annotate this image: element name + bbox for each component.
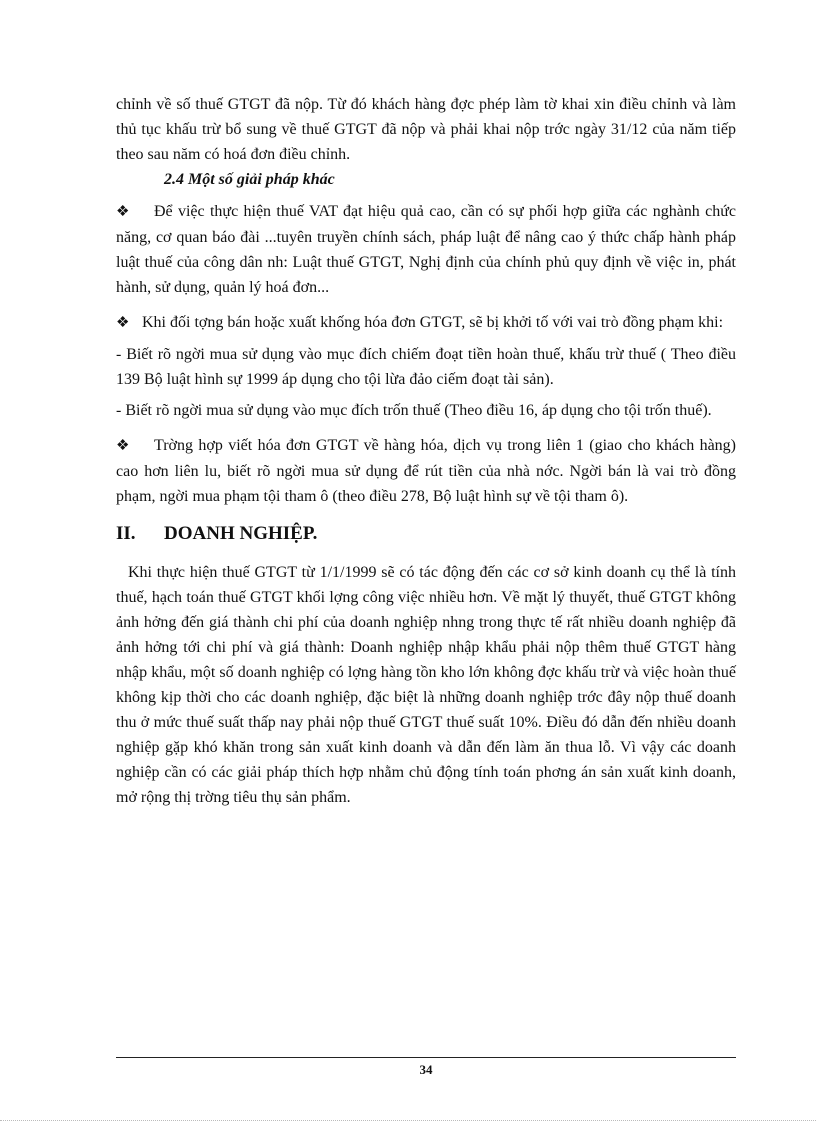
- document-body: [116, 92, 736, 810]
- intro-paragraph: chỉnh về số thuế GTGT đã nộp. Từ đó khách hàng đợc phép làm tờ khai xin điều chỉnh và làm thủ tục khấu trừ bổ sung về thuế GTGT đã nộp và phải khai nộp trớc ngày 31/12 của năm tiếp theo sau năm có hoá đơn điều chỉnh.: [116, 96, 736, 163]
- page-bottom-border: [0, 1120, 816, 1121]
- bullet-text-3: Trờng hợp viết hóa đơn GTGT về hàng hóa, dịch vụ trong liên 1 (giao cho khách hàng) cao hơn liên lu, biết rõ ngời mua sử dụng để rút tiền của nhà nớc. Ngời bán là vai trò đồng phạm, ngời mua phạm tội tham ô (theo điều 278, Bộ luật hình sự về tội tham ô).: [116, 437, 736, 505]
- diamond-bullet-icon: ❖: [116, 204, 130, 220]
- page-number: 34: [419, 1062, 433, 1077]
- bullet-text-2: Khi đối tợng bán hoặc xuất khống hóa đơn GTGT, sẽ bị khởi tố với vai trò đồng phạm khi:: [142, 314, 724, 331]
- business-paragraph: Khi thực hiện thuế GTGT từ 1/1/1999 sẽ có tác động đến các cơ sở kinh doanh cụ thể là tính thuế, hạch toán thuế GTGT khối lợng công việc nhiều hơn. Về mặt lý thuyết, thuế GTGT không ảnh hởng đến giá thành chi phí của doanh nghiệp nhng trong thực tế rất nhiều doanh nghiệp đã ảnh hởng tới chi phí và giá thành: Doanh nghiệp nhập khẩu phải nộp thêm thuế GTGT hàng nhập khẩu, một số doanh nghiệp có lợng hàng tồn kho lớn không đợc khấu trừ và việc hoàn thuế không kịp thời cho các doanh nghiệp, đặc biệt là những doanh nghiệp trớc đây nộp thuế doanh thu ở mức thuế suất thấp nay phải nộp thuế GTGT thuế suất 10%. Điều đó dẫn đến nhiều doanh nghiệp gặp khó khăn trong sản xuất kinh doanh và dẫn đến làm ăn thua lỗ. Vì vậy các doanh nghiệp cần có các giải pháp thích hợp nhằm chủ động tính toán phơng án sản xuất kinh doanh, mở rộng thị trờng tiêu thụ sản phẩm.: [116, 564, 736, 806]
- footer-rule: [116, 1057, 736, 1058]
- section-heading: [116, 521, 736, 547]
- diamond-bullet-icon: ❖: [116, 438, 130, 454]
- bullet-paragraph-3: [116, 433, 736, 509]
- dash-item-2: - Biết rõ ngời mua sử dụng vào mục đích trốn thuế (Theo điều 16, áp dụng cho tội trốn thuế).: [116, 402, 712, 419]
- dash-item-1: - Biết rõ ngời mua sử dụng vào mục đích chiếm đoạt tiền hoàn thuế, khấu trừ thuế ( Theo điều 139 Bộ luật hình sự 1999 áp dụng cho tội lừa đảo ciếm đoạt tài sản).: [116, 346, 736, 388]
- bullet-paragraph-1: [116, 199, 736, 300]
- bullet-paragraph-2: [116, 310, 736, 336]
- bullet-text-1: Để việc thực hiện thuế VAT đạt hiệu quả cao, cần có sự phối hợp giữa các nghành chức năng, cơ quan báo đài ...tuyên truyền chính sách, pháp luật để nâng cao ý thức chấp hành pháp luật thuế của công dân nh: Luật thuế GTGT, Nghị định của chính phủ quy định về việc in, phát hành, sử dụng, quản lý hoá đơn...: [116, 203, 736, 296]
- diamond-bullet-icon: ❖: [116, 315, 130, 331]
- section-title: DOANH NGHIỆP.: [164, 523, 318, 544]
- section-number: II.: [116, 523, 136, 544]
- subsection-heading: 2.4 Một số giải pháp khác: [164, 171, 335, 188]
